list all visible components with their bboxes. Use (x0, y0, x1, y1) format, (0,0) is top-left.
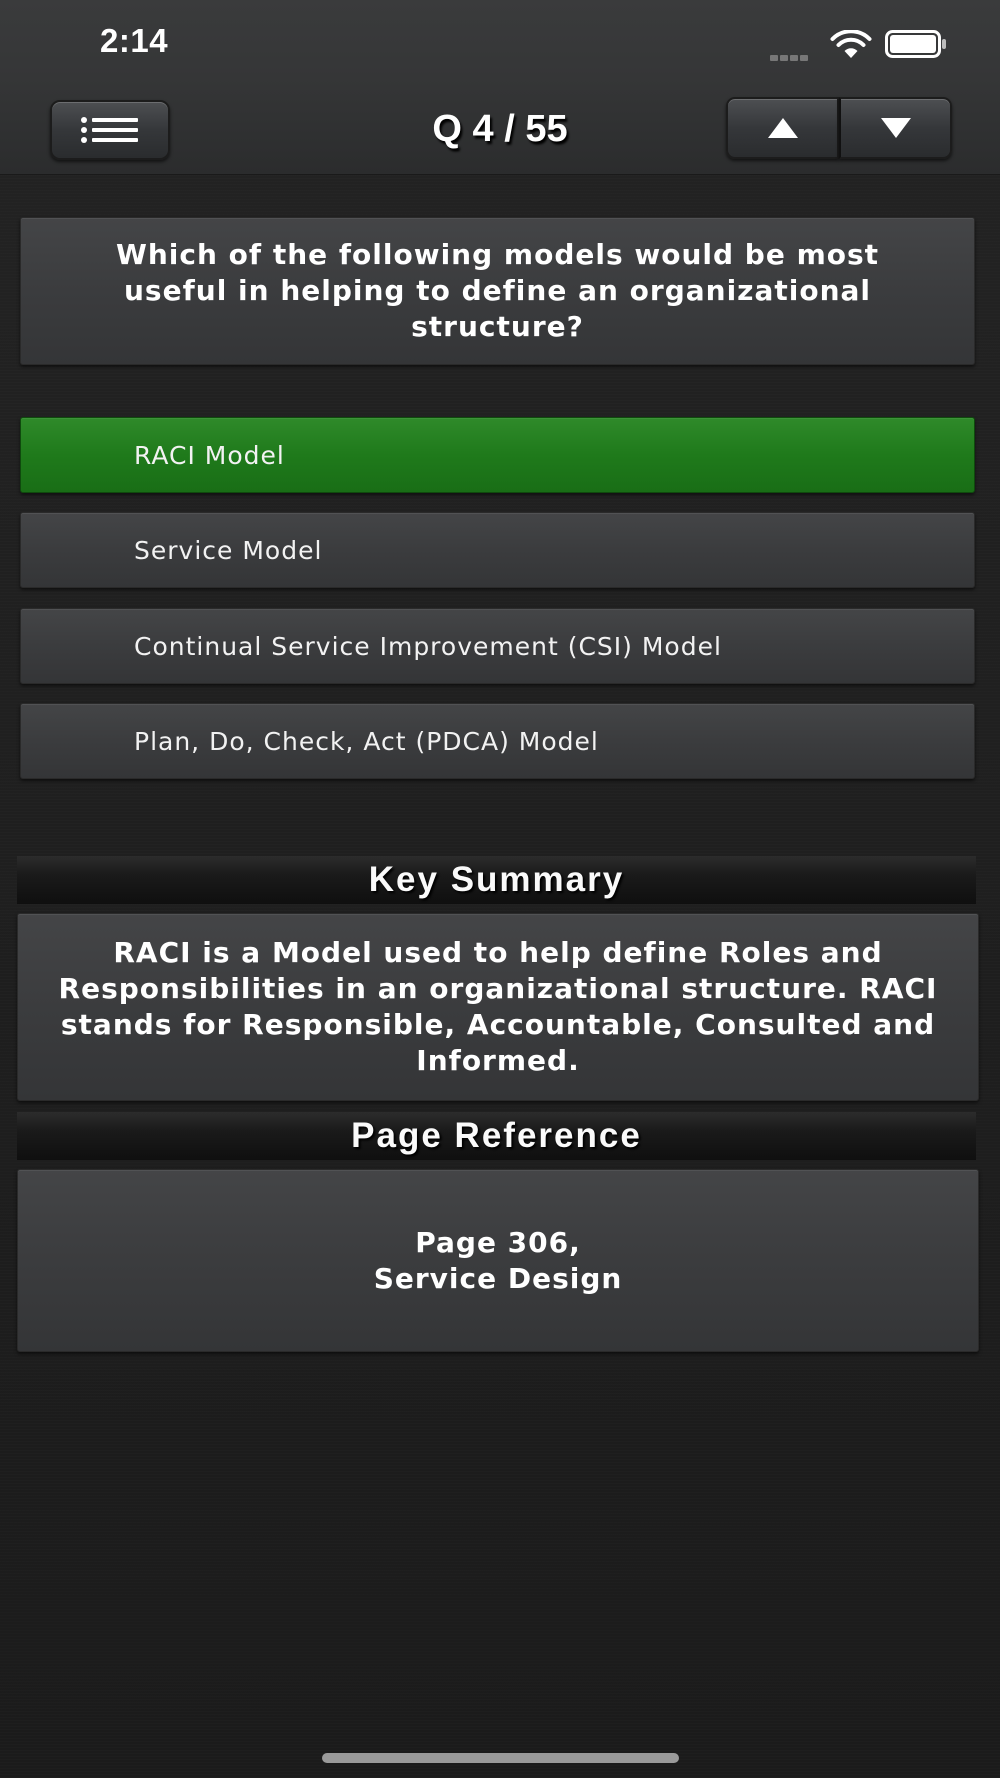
cellular-signal-icon (770, 46, 816, 56)
answer-option-2[interactable] (20, 512, 975, 588)
question-counter: Q 4 / 55 (432, 108, 568, 150)
page-reference-heading: Page Reference (17, 1112, 976, 1160)
page-reference-page: Page 306, (415, 1225, 581, 1259)
answer-label: Service Model (134, 535, 323, 565)
wifi-icon (830, 30, 872, 60)
key-summary-card (17, 913, 979, 1101)
top-bar (0, 0, 1000, 175)
answer-label: Continual Service Improvement (CSI) Model (134, 631, 722, 661)
key-summary-heading: Key Summary (17, 856, 976, 904)
question-navigation (726, 97, 952, 159)
arrow-up-icon (767, 117, 799, 139)
next-question-button[interactable] (839, 97, 952, 159)
arrow-down-icon (880, 117, 912, 139)
answer-option-4[interactable] (20, 703, 975, 779)
key-summary-text: RACI is a Model used to help define Roles and Responsibilities in an organizational structure. RACI stands for Responsible, Accountable, Consulted and Informed. (58, 936, 938, 1077)
answer-label: Plan, Do, Check, Act (PDCA) Model (134, 726, 599, 756)
battery-icon (885, 30, 947, 58)
previous-question-button[interactable] (726, 97, 839, 159)
question-card (20, 217, 975, 365)
answer-option-3[interactable] (20, 608, 975, 684)
page-reference-card (17, 1169, 979, 1352)
answer-label: RACI Model (134, 440, 285, 470)
status-time: 2:14 (100, 22, 169, 59)
page-reference-book: Service Design (373, 1261, 623, 1295)
answer-option-1[interactable] (20, 417, 975, 493)
question-text: Which of the following models would be most useful in helping to define an organizational structure? (115, 238, 880, 343)
home-indicator[interactable] (322, 1753, 679, 1763)
